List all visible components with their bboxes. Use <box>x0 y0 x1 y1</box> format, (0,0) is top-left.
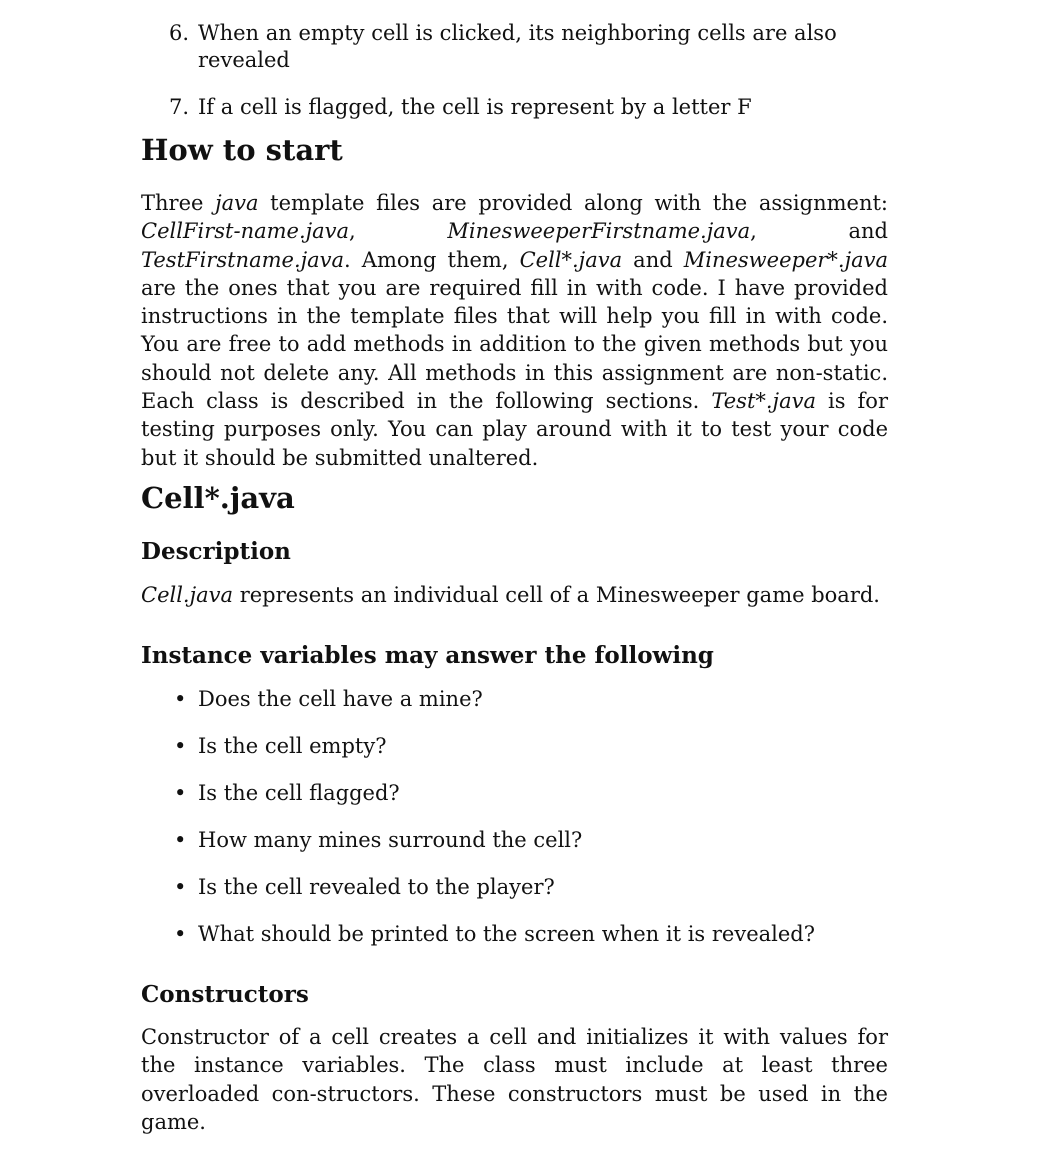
italic-filename: MinesweeperFirstname.java <box>447 219 751 244</box>
text-run: Three <box>141 191 216 215</box>
subheading-instance-variables: Instance variables may answer the following <box>141 642 714 669</box>
how-to-start-paragraph <box>141 189 888 472</box>
italic-run: java <box>215 191 259 215</box>
text-run: are the ones that you are required fill in with code. I have provided instructions in the template files that will help you fill in with code. You are free to add methods in addition to the given methods but you should not delete any. All methods in this assignment are non-static. Each class is described in the following sections. <box>141 275 888 414</box>
text-run: template files are provided along with the assignment: <box>258 191 888 215</box>
text-run: represents an individual cell of a Minesweeper game board. <box>233 583 880 607</box>
subheading-description: Description <box>141 538 291 565</box>
italic-filename: Cell*.java <box>519 247 623 272</box>
list-item: • What should be printed to the screen when it is revealed? <box>141 921 888 948</box>
text-run: is for testing purposes only. You can play around with it to test your code but it should be submitted unaltered. <box>141 389 888 470</box>
instance-variables-list <box>141 686 888 968</box>
rules-list <box>141 20 888 121</box>
constructors-text: Constructor of a cell creates a cell and initializes it with values for the instance variables. The class must include at least three overloaded con-structors. These constructors must be used in the game. <box>141 1025 888 1134</box>
rule-number: 6. <box>169 21 190 45</box>
subheading-constructors: Constructors <box>141 981 309 1008</box>
text-run: and <box>622 247 684 272</box>
italic-filename: Minesweeper*.java <box>683 247 888 272</box>
rule-text: When an empty cell is clicked, its neighboring cells are also revealed <box>198 21 837 72</box>
rule-text: If a cell is flagged, the cell is represent by a letter F <box>198 95 752 119</box>
list-item: • Is the cell empty? <box>141 733 888 760</box>
text-run: , and <box>750 219 888 244</box>
list-item: • How many mines surround the cell? <box>141 827 888 854</box>
rule-item-6 <box>141 20 888 74</box>
list-item: • Is the cell revealed to the player? <box>141 874 888 901</box>
text-run: , <box>349 219 448 244</box>
list-item: • Is the cell flagged? <box>141 780 888 807</box>
section-heading-cell-java: Cell*.java <box>141 481 295 515</box>
italic-filename: CellFirst-name.java <box>141 219 350 244</box>
section-heading-how-to-start: How to start <box>141 133 343 167</box>
text-run: . Among them, <box>344 247 520 272</box>
italic-filename: Cell.java <box>141 583 234 607</box>
italic-filename: TestFirstname.java <box>141 247 345 272</box>
description-paragraph <box>141 581 888 609</box>
rule-number: 7. <box>169 95 190 119</box>
list-item: • Does the cell have a mine? <box>141 686 888 713</box>
rule-item-7 <box>141 94 888 121</box>
italic-filename: Test*.java <box>711 389 816 414</box>
constructors-paragraph <box>141 1023 888 1136</box>
